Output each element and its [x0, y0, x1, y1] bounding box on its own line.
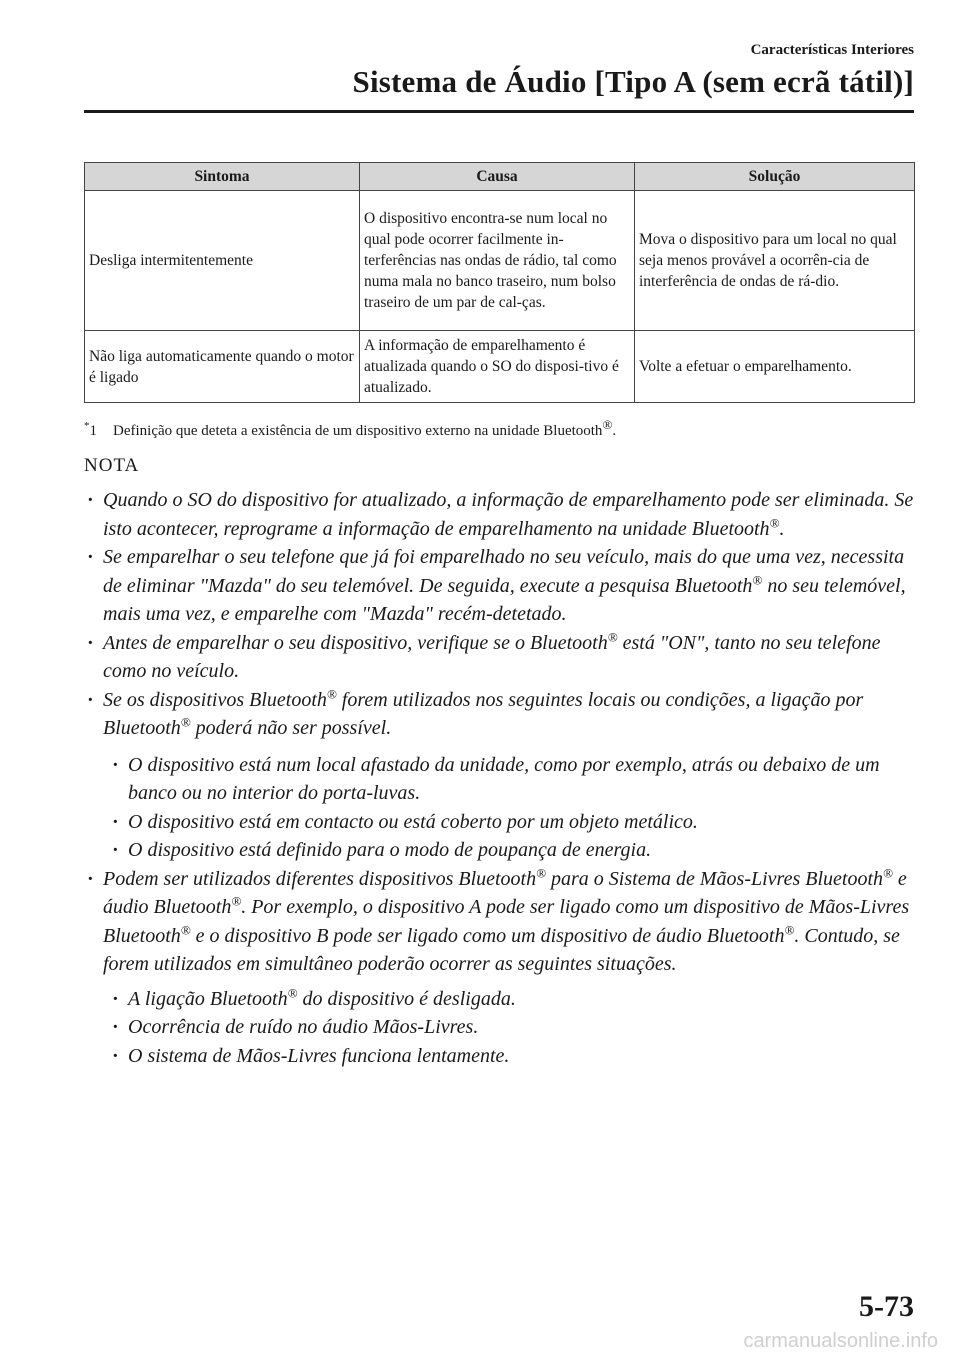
sub-note-item: · A ligação Bluetooth® do dispositivo é desligada.	[109, 985, 924, 1014]
note-heading: NOTA	[84, 455, 140, 476]
table-row	[85, 331, 915, 403]
note-item: · Quando o SO do dispositivo for atualizado, a informação de emparelhamento pode ser eliminada. Se isto acontecer, reprograme a informação de emparelhamento na unidade Bluetooth®.	[84, 486, 924, 543]
note-item: · Antes de emparelhar o seu dispositivo, verifique se o Bluetooth® está "ON", tanto no seu telefone como no veículo.	[84, 629, 924, 686]
note-list	[84, 486, 924, 1070]
table-row	[85, 191, 915, 331]
watermark: carmanualsonline.info	[743, 1330, 938, 1352]
sub-list	[109, 751, 924, 865]
page-number: 5-73	[859, 1290, 914, 1323]
column-header-solution: Solução	[635, 163, 915, 191]
cell-solution: Mova o dispositivo para um local no qual seja menos provável a ocorrên-cia de interferência de ondas de rá-dio.	[635, 191, 915, 331]
page-title: Sistema de Áudio [Tipo A (sem ecrã tátil)]	[352, 64, 914, 99]
header-rule	[84, 110, 914, 113]
footnote-text: Definição que deteta a existência de um dispositivo externo na unidade Bluetooth	[113, 423, 603, 439]
table-header-row	[85, 163, 915, 191]
registered-mark: ®	[602, 417, 613, 432]
footnote-number: 1	[89, 423, 97, 439]
column-header-cause: Causa	[360, 163, 635, 191]
column-header-symptom: Sintoma	[85, 163, 360, 191]
note-item: · Se emparelhar o seu telefone que já foi emparelhado no seu veículo, mais do que uma vez, necessita de eliminar "Mazda" do seu telemóvel. De seguida, execute a pesquisa Bluetooth® no seu telemóvel, mais uma vez, e emparelhe com "Mazda" recém-detetado.	[84, 543, 924, 629]
sub-note-item: · O sistema de Mãos-Livres funciona lentamente.	[109, 1042, 924, 1071]
cell-symptom: Não liga automaticamente quando o motor é ligado	[85, 331, 360, 403]
cell-cause: A informação de emparelhamento é atualizada quando o SO do disposi-tivo é atualizado.	[360, 331, 635, 403]
cell-solution: Volte a efetuar o emparelhamento.	[635, 331, 915, 403]
footnote: *1 Definição que deteta a existência de um dispositivo externo na unidade Bluetooth®.	[84, 417, 617, 439]
sub-note-item: · O dispositivo está num local afastado da unidade, como por exemplo, atrás ou debaixo de um banco ou no interior do porta-luvas.	[109, 751, 924, 808]
note-item: · Se os dispositivos Bluetooth® forem utilizados nos seguintes locais ou condições, a ligação por Bluetooth® poderá não ser possível.	[84, 686, 924, 743]
sub-note-item: · O dispositivo está definido para o modo de poupança de energia.	[109, 836, 924, 865]
sub-note-item: · Ocorrência de ruído no áudio Mãos-Livres.	[109, 1013, 924, 1042]
troubleshooting-table	[84, 162, 915, 403]
cell-symptom: Desliga intermitentemente	[85, 191, 360, 331]
sub-note-item: · O dispositivo está em contacto ou está coberto por um objeto metálico.	[109, 808, 924, 837]
sub-list	[109, 985, 924, 1071]
cell-cause: O dispositivo encontra-se num local no qual pode ocorrer facilmente in-terferências nas ondas de rádio, tal como numa mala no banco traseiro, num bolso traseiro de um par de cal-ças.	[360, 191, 635, 331]
note-item: · Podem ser utilizados diferentes dispositivos Bluetooth® para o Sistema de Mãos-Livres Bluetooth® e áudio Bluetooth®. Por exemplo, o dispositivo A pode ser ligado como um dispositivo de Mãos-Livres Bluetooth® e o dispositivo B pode ser ligado como um dispositivo de áudio Bluetooth®. Contudo, se forem utilizados em simultâneo poderão ocorrer as seguintes situações.	[84, 865, 924, 979]
section-label: Características Interiores	[750, 42, 914, 58]
footnote-mark: *	[84, 420, 90, 432]
